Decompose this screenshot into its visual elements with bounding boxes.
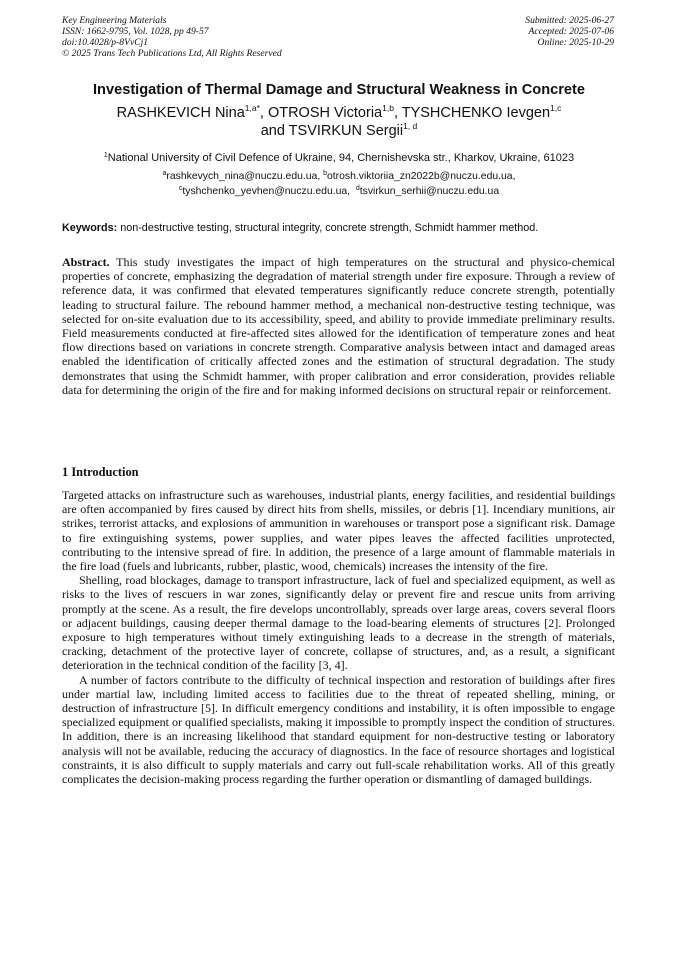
- online-date: Online: 2025-10-29: [537, 37, 614, 48]
- journal-header-right: [525, 15, 614, 48]
- keywords-text: non-destructive testing, structural integrity, concrete strength, Schmidt hammer method.: [117, 222, 539, 234]
- issn-line: ISSN: 1662-9795, Vol. 1028, pp 49-57: [62, 26, 209, 37]
- email-mark: b: [323, 170, 328, 177]
- section-heading-introduction: [62, 465, 139, 480]
- paragraph: Shelling, road blockages, damage to transport infrastructure, lack of fuel and specialized equipment, as well as risks to the lives of rescuers in war zones, significantly delay or prevent fire and rescue units from arriving promptly at the scene. As a result, the fire develops uncontrollably, spreads over large areas, covers several floors or adjacent buildings, causing deeper thermal damage to the load-bearing elements of structures [2]. Prolonged exposure to high temperatures without timely extinguishing leads to a decrease in the strength of materials, cracking, detachment of the protective layer of concrete, collapse of structures, and, as a result, a significant deterioration in the technical condition of the facility [3, 4].: [62, 573, 615, 673]
- email-address[interactable]: tyshchenko_yevhen@nuczu.edu.ua: [182, 185, 348, 197]
- submitted-date: Submitted: 2025-06-27: [525, 15, 614, 26]
- author-line-1: [40, 104, 638, 122]
- keywords: [62, 221, 617, 235]
- copyright-line: © 2025 Trans Tech Publications Ltd, All Rights Reserved: [62, 48, 282, 59]
- keywords-label: Keywords:: [62, 222, 118, 234]
- email-address[interactable]: rashkevych_nina@nuczu.edu.ua: [166, 171, 318, 182]
- email-line-2: [40, 185, 638, 200]
- author-name: TYSHCHENKO Ievgen: [401, 105, 551, 121]
- doi-line: doi:10.4028/p-8VvCj1: [62, 37, 149, 48]
- email-separator: ,: [317, 171, 324, 182]
- email-address[interactable]: tsvirkun_serhii@nuczu.edu.ua: [359, 185, 500, 197]
- introduction-body: [62, 488, 615, 786]
- abstract: [62, 255, 615, 397]
- author-name: RASHKEVICH Nina: [116, 105, 245, 121]
- author-name: and TSVIRKUN Sergii: [260, 123, 404, 139]
- author-list: [40, 104, 638, 140]
- email-address[interactable]: otrosh.viktoriia_zn2022b@nuczu.edu.ua: [327, 171, 513, 182]
- accepted-date: Accepted: 2025-07-06: [528, 26, 614, 37]
- section-title: Introduction: [71, 465, 139, 479]
- section-number: 1: [62, 465, 69, 479]
- author-line-2: [40, 122, 638, 140]
- author-affil-mark: 1,a*: [244, 103, 260, 113]
- affiliation-mark: 1: [103, 152, 108, 159]
- email-separator: ,: [347, 185, 356, 197]
- email-mark: d: [355, 184, 360, 192]
- email-mark: a: [162, 170, 167, 177]
- affiliation: [40, 151, 638, 165]
- author-separator: ,: [259, 105, 268, 121]
- email-line-1: [40, 170, 638, 185]
- affiliation-text: National University of Civil Defence of Ukraine, 94, Chernishevska str., Kharkov, Ukraine, 61023: [107, 152, 575, 164]
- paragraph: Targeted attacks on infrastructure such as warehouses, industrial plants, energy facilities, and residential buildings are often accompanied by fires caused by direct hits from shells, missiles, or debris [1]. Incendiary munitions, air strikes, terrorist attacks, and explosions of ammunition in warehouses or transport pose a significant risk. Damage to fire extinguishing systems, power supplies, and water pipes leaves the affected facilities unprotected, contributing to the intensive spread of fire. In addition, the presence of a large amount of flammable materials in the fire load (fuels and lubricants, rubber, plastic, wood, chemicals) increases the intensity of the fire.: [62, 488, 615, 574]
- author-affil-mark: 1, d: [403, 121, 418, 131]
- abstract-label: Abstract.: [62, 255, 110, 269]
- journal-header-left: [62, 15, 282, 59]
- paragraph: A number of factors contribute to the difficulty of technical inspection and restoration of buildings after fires under martial law, including limited access to facilities due to the threat of repeated shelling, mining, or destruction of infrastructure [5]. In difficult emergency conditions and instability, it is often impossible to engage specialized equipment or qualified specialists, making it impossible to promptly inspect the condition of structures. In addition, there is an increasing likelihood that standard equipment for non-destructive testing or laboratory analysis will not be available, reducing the accuracy of diagnostics. In the face of resource shortages and logistical constraints, it is also difficult to supply materials and carry out full-scale rehabilitation works. All of this greatly complicates the decision-making process regarding the further operation or dismantling of damaged buildings.: [62, 672, 615, 787]
- paper-title: Investigation of Thermal Damage and Structural Weakness in Concrete: [93, 82, 585, 98]
- author-name: OTROSH Victoria: [267, 105, 383, 121]
- abstract-text: This study investigates the impact of high temperatures on the structural and physico-chemical properties of concrete, emphasizing the degradation of material strength under fire exposure. Through a review of reference data, it was confirmed that elevated temperatures significantly reduce concrete strength, potentially leading to structural failure. The rebound hammer method, a mechanical non-destructive testing technique, was selected for on-site evaluation due to its accessibility, speed, and ability to provide immediate preliminary results. Field measurements conducted at fire-affected sites allowed for the identification of temperature zones and heat flow directions based on variations in concrete strength. Comparative analysis between intact and damaged areas enabled the identification of critically affected zones and the estimation of structural degradation. The study demonstrates that using the Schmidt hammer, with proper calibration and error consideration, provides reliable data for determining the origin of the fire and for making informed decisions on structural repair or reinforcement.: [62, 255, 615, 397]
- email-mark: c: [178, 184, 183, 192]
- email-separator: ,: [512, 171, 516, 182]
- journal-name: Key Engineering Materials: [62, 15, 167, 26]
- email-block: [40, 170, 638, 199]
- author-affil-mark: 1,b: [382, 103, 394, 113]
- author-affil-mark: 1,c: [550, 103, 562, 113]
- author-separator: ,: [393, 105, 402, 121]
